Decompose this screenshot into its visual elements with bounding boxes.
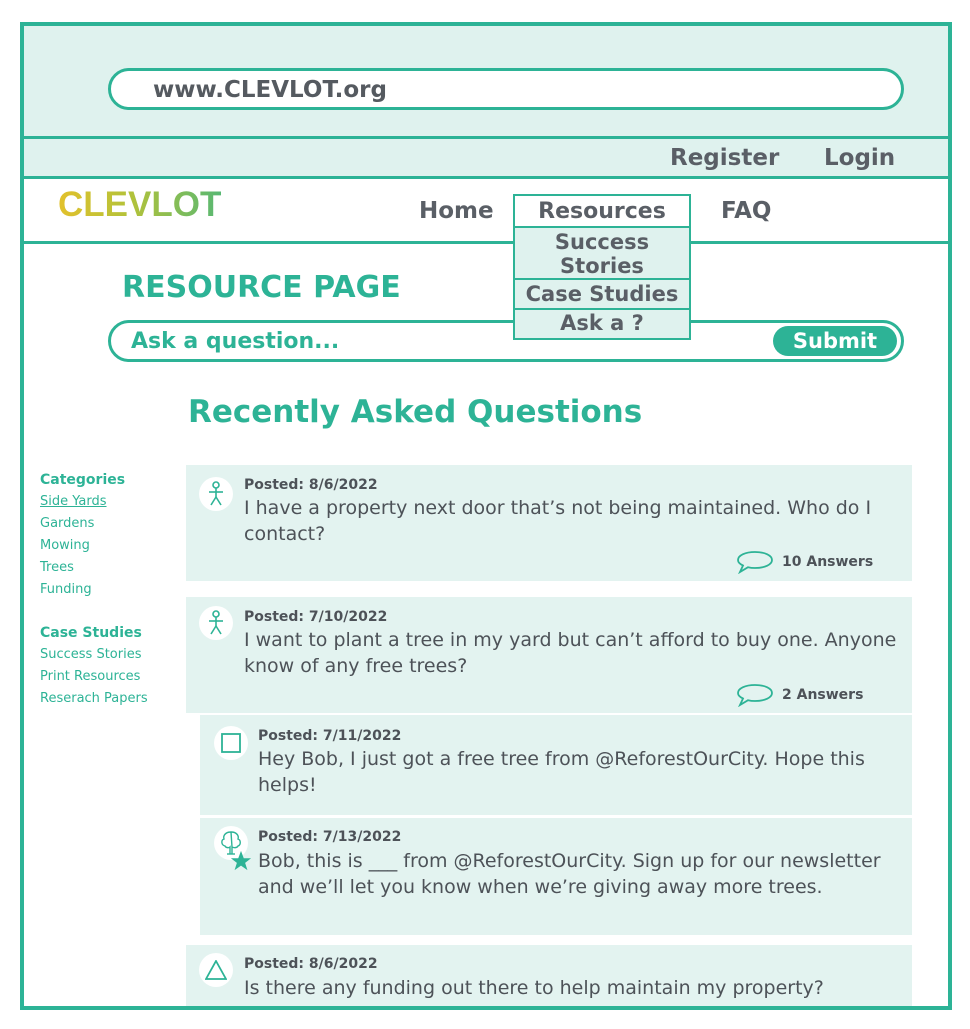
- reply-text: Hey Bob, I just got a free tree from @ReforestOurCity. Hope this helps!: [258, 748, 865, 796]
- star-icon: [230, 850, 252, 872]
- question-card[interactable]: [186, 465, 912, 581]
- question-card[interactable]: [186, 945, 912, 1010]
- ask-bar: [108, 320, 904, 362]
- address-bar[interactable]: [108, 68, 904, 110]
- posted-date: Posted: 8/6/2022: [244, 956, 378, 972]
- recent-questions-heading: Recently Asked Questions: [188, 394, 643, 430]
- auth-bar: [24, 139, 948, 179]
- main-nav: [24, 179, 948, 244]
- nav-home[interactable]: Home: [419, 198, 494, 224]
- logo[interactable]: CLEVLOT: [58, 185, 222, 224]
- question-text: I want to plant a tree in my yard but can’t afford to buy one. Anyone know of any free trees?: [244, 629, 897, 677]
- nav-resources[interactable]: Resources: [515, 196, 689, 226]
- reply-text: Bob, this is ___ from @ReforestOurCity. Sign up for our newsletter and we’ll let you know when we’re giving away more trees.: [258, 850, 881, 898]
- stick-figure-icon: [199, 477, 233, 511]
- category-side-yards[interactable]: Side Yards: [40, 494, 107, 509]
- square-icon: [214, 726, 248, 760]
- browser-toolbar: [24, 26, 948, 139]
- url-text: www.CLEVLOT.org: [153, 77, 387, 103]
- category-trees[interactable]: Trees: [40, 560, 74, 575]
- login-link[interactable]: Login: [824, 145, 896, 171]
- sidebar: [40, 469, 190, 710]
- categories-heading: Categories: [40, 472, 126, 488]
- answers-link[interactable]: [736, 683, 863, 707]
- posted-date: Posted: 7/13/2022: [258, 829, 402, 845]
- register-link[interactable]: Register: [670, 145, 780, 171]
- answers-count: 2 Answers: [782, 687, 864, 703]
- category-mowing[interactable]: Mowing: [40, 538, 90, 553]
- reply-card[interactable]: [200, 715, 912, 815]
- case-success-stories[interactable]: Success Stories: [40, 647, 142, 662]
- question-text: Is there any funding out there to help maintain my property?: [244, 977, 824, 999]
- resources-dropdown: [513, 194, 691, 340]
- submit-button[interactable]: Submit: [773, 326, 897, 356]
- reply-card[interactable]: [200, 818, 912, 935]
- question-card[interactable]: [186, 597, 912, 713]
- dropdown-success-stories[interactable]: Success Stories: [515, 226, 689, 278]
- answers-link[interactable]: [736, 550, 873, 574]
- nav-faq[interactable]: FAQ: [721, 198, 772, 224]
- question-text: I have a property next door that’s not being maintained. Who do I contact?: [244, 497, 872, 545]
- page-title: RESOURCE PAGE: [122, 270, 401, 305]
- speech-bubble-icon: [736, 550, 774, 574]
- posted-date: Posted: 8/6/2022: [244, 477, 378, 493]
- case-research-papers[interactable]: Reserach Papers: [40, 691, 148, 706]
- answers-count: 10 Answers: [782, 554, 874, 570]
- triangle-icon: [199, 953, 233, 987]
- case-print-resources[interactable]: Print Resources: [40, 669, 141, 684]
- posted-date: Posted: 7/10/2022: [244, 609, 388, 625]
- stick-figure-icon: [199, 606, 233, 640]
- dropdown-ask-question[interactable]: Ask a ?: [515, 308, 689, 338]
- browser-frame: [20, 22, 952, 1010]
- speech-bubble-icon: [736, 683, 774, 707]
- case-studies-heading: Case Studies: [40, 625, 142, 641]
- dropdown-case-studies[interactable]: Case Studies: [515, 278, 689, 308]
- category-funding[interactable]: Funding: [40, 582, 92, 597]
- category-gardens[interactable]: Gardens: [40, 516, 95, 531]
- posted-date: Posted: 7/11/2022: [258, 728, 402, 744]
